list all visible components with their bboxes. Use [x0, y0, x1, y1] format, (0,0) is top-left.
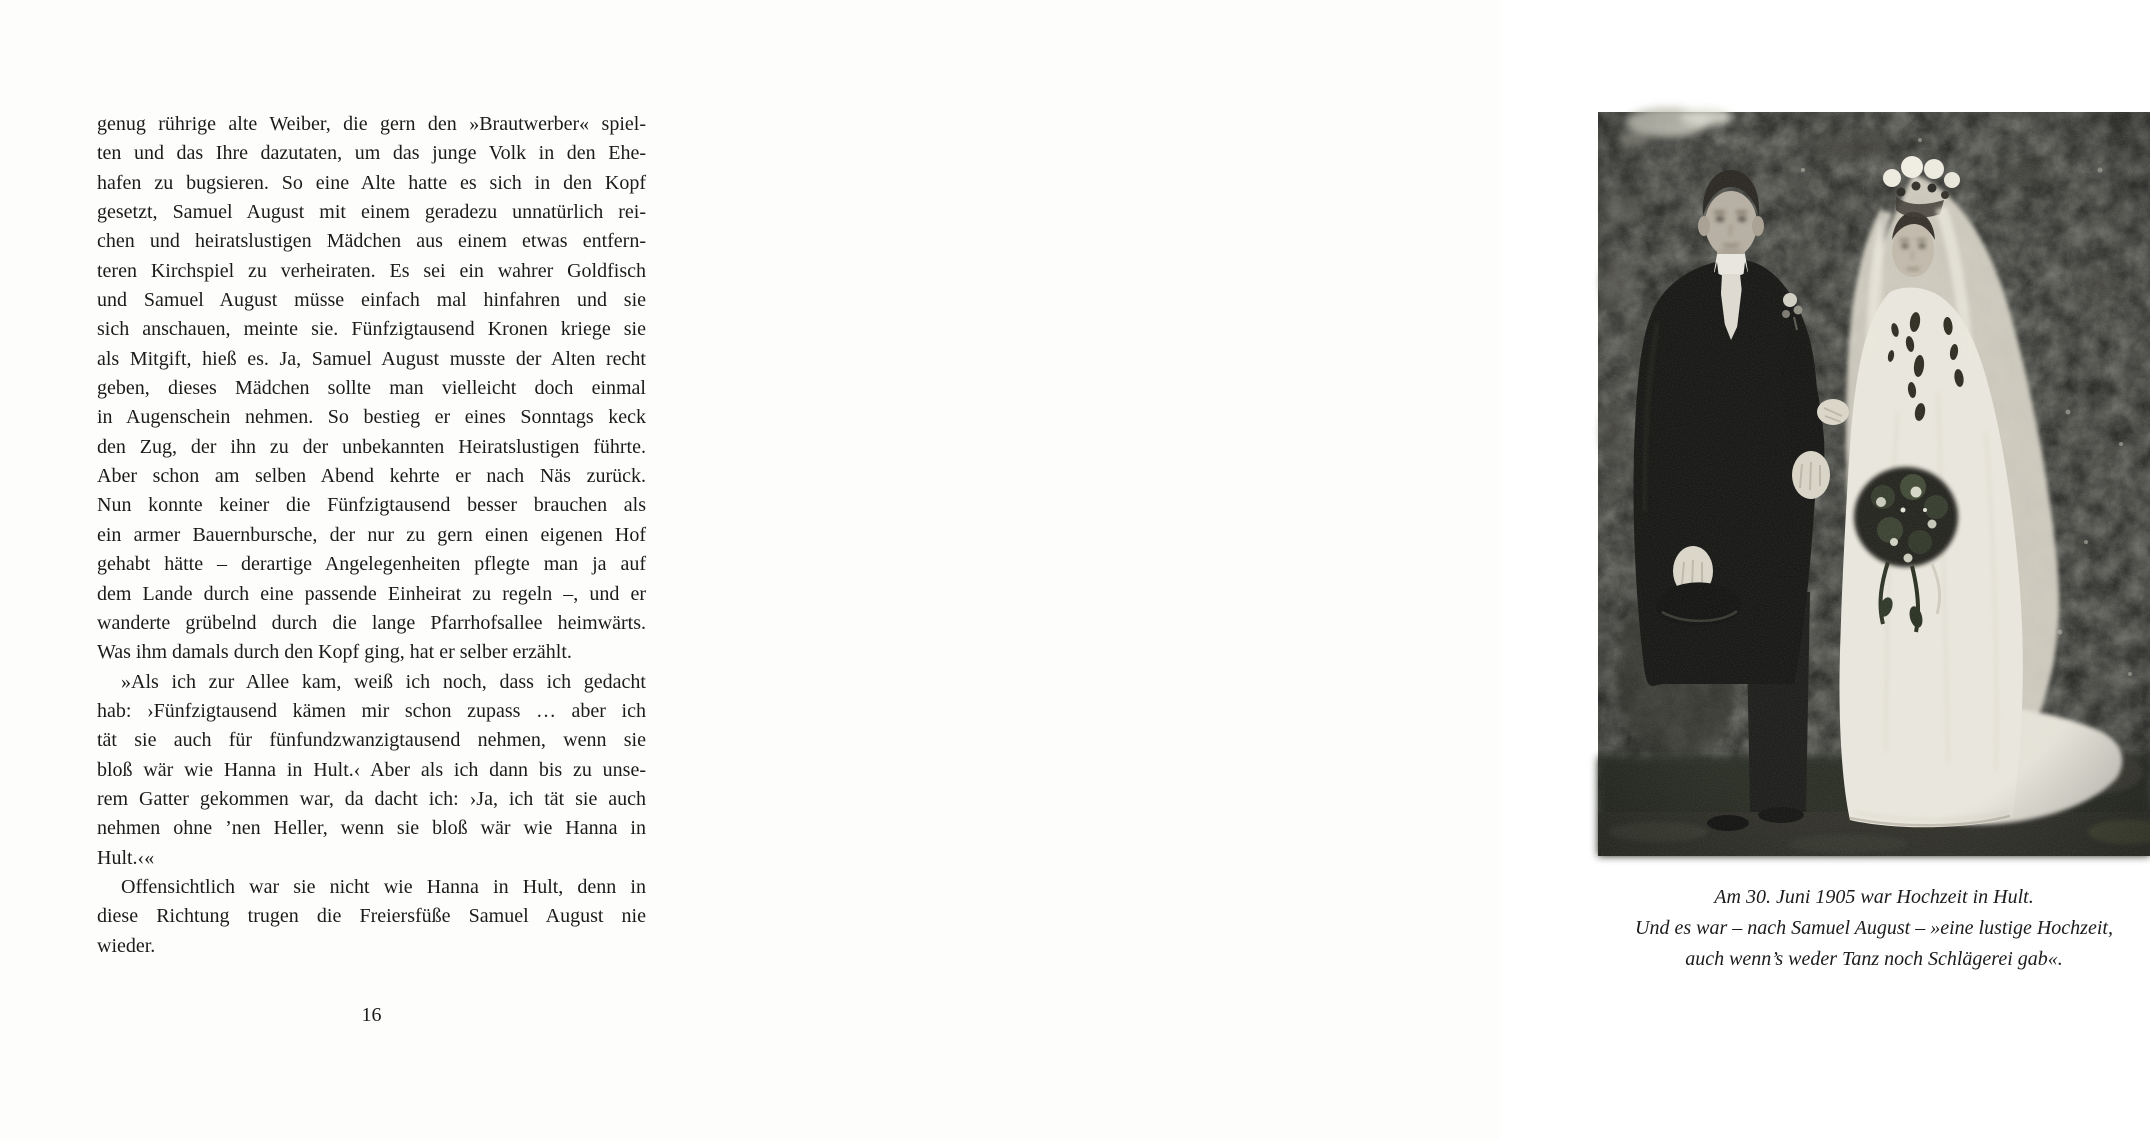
paragraph [97, 873, 646, 961]
left-page [0, 0, 750, 1140]
text-line: gehabt hätte – derartige Angelegenheiten pflegte man ja auf [97, 553, 646, 576]
caption-line: Und es war – nach Samuel August – »eine lustige Hochzeit, [1635, 917, 2113, 939]
text-line: hafen zu bugsieren. So eine Alte hatte es sich in den Kopf [97, 171, 646, 194]
text-line: teren Kirchspiel zu verheiraten. Es sei ein wahrer Goldfisch [97, 259, 646, 282]
text-line: gesetzt, Samuel August mit einem geradezu unnatürlich rei- [97, 201, 646, 224]
text-line: Hult.‹« [97, 846, 155, 869]
text-line: geben, dieses Mädchen sollte man vielleicht doch einmal [97, 377, 646, 400]
paragraph [97, 668, 646, 873]
text-line: dem Lande durch eine passende Einheirat zu regeln –, und er [97, 582, 646, 605]
text-line: als Mitgift, hieß es. Ja, Samuel August musste der Alten recht [97, 347, 646, 370]
text-block [97, 110, 646, 961]
text-line: hab: ›Fünfzigtausend kämen mir schon zupass … aber ich [97, 699, 646, 722]
text-line: ein armer Bauernbursche, der nur zu gern einen eigenen Hof [97, 523, 646, 546]
text-line: genug rührige alte Weiber, die gern den »Brautwerber« spiel- [97, 113, 646, 135]
text-line: Offensichtlich war sie nicht wie Hanna in Hult, denn in [121, 875, 646, 898]
paragraph [97, 110, 646, 668]
text-line: Nun konnte keiner die Fünfzigtausend besser brauchen als [97, 494, 646, 517]
text-line: wieder. [97, 934, 156, 957]
text-line: in Augenschein nehmen. So bestieg er eines Sonntags keck [97, 406, 646, 429]
wedding-photo-illustration [1598, 112, 2150, 856]
text-line: den Zug, der ihn zu der unbekannten Heiratslustigen führte. [97, 435, 646, 458]
photo-grain [1598, 112, 2150, 856]
photo-caption [1598, 882, 2150, 975]
text-line: »Als ich zur Allee kam, weiß ich noch, dass ich gedacht [121, 670, 646, 693]
right-page [750, 0, 2113, 1140]
text-line: rem Gatter gekommen war, da dacht ich: ›Ja, ich tät sie auch [97, 787, 646, 810]
caption-line: Am 30. Juni 1905 war Hochzeit in Hult. [1714, 886, 2034, 908]
text-line: wanderte grübelnd durch die lange Pfarrhofsallee heimwärts. [97, 611, 646, 634]
text-line: ten und das Ihre dazutaten, um das junge Volk in den Ehe- [97, 142, 646, 165]
text-line: bloß wär wie Hanna in Hult.‹ Aber als ich dann bis zu unse- [97, 758, 646, 781]
text-line: chen und heiratslustigen Mädchen aus einem etwas entfern- [97, 230, 646, 253]
wedding-photo-figure [1598, 112, 2150, 856]
text-line: nehmen ohne ’nen Heller, wenn sie bloß wär wie Hanna in [97, 817, 646, 840]
text-line: Aber schon am selben Abend kehrte er nach Näs zurück. [97, 465, 646, 488]
caption-line: auch wenn’s weder Tanz noch Schlägerei gab«. [1685, 948, 2063, 970]
text-line: Was ihm damals durch den Kopf ging, hat er selber erzählt. [97, 641, 572, 664]
text-line: sich anschauen, meinte sie. Fünfzigtausend Kronen kriege sie [97, 318, 646, 341]
text-line: und Samuel August müsse einfach mal hinfahren und sie [97, 289, 646, 312]
page-number: 16 [361, 1004, 382, 1026]
text-line: tät sie auch für fünfundzwanzigtausend nehmen, wenn sie [97, 729, 646, 752]
text-line: diese Richtung trugen die Freiersfüße Samuel August nie [97, 905, 646, 928]
